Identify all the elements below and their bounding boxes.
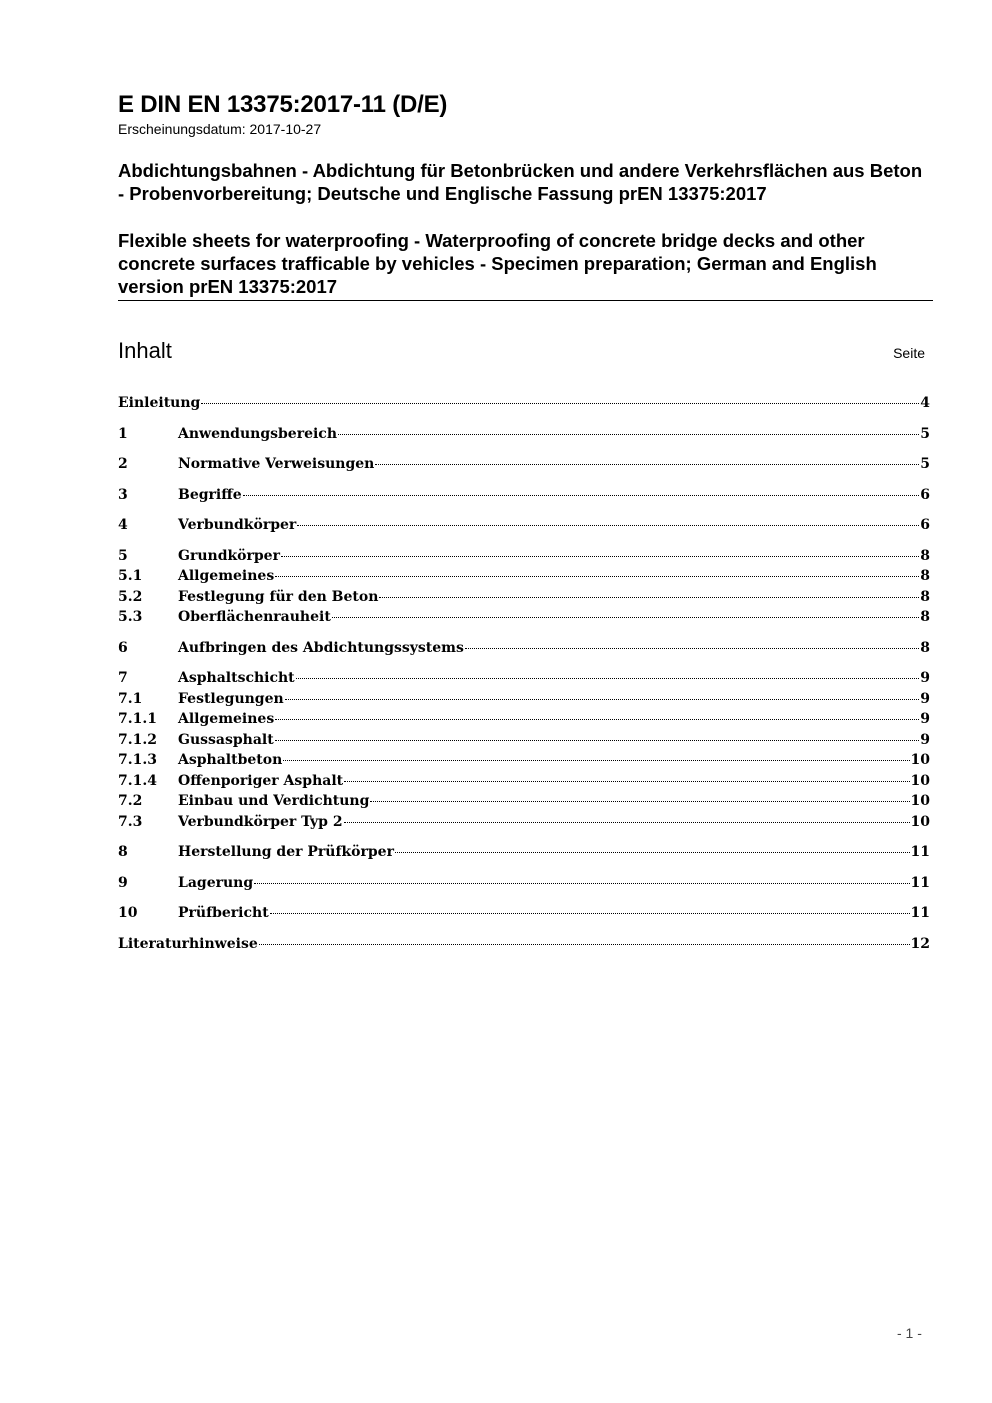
toc-page-label: Seite: [893, 345, 925, 361]
toc-entry-page: 5: [920, 456, 930, 472]
toc-entry-title: Allgemeines: [178, 568, 275, 584]
toc-entry-page: 12: [910, 935, 930, 952]
toc-entry-page: 8: [920, 568, 930, 584]
toc-entry[interactable]: [118, 454, 930, 475]
toc-entry[interactable]: [118, 812, 930, 833]
toc-entry-number: 5.2: [118, 588, 143, 605]
toc-entry-number: 5.1: [118, 568, 143, 584]
toc-dot-leader: [283, 760, 909, 761]
toc-entry[interactable]: [118, 515, 930, 536]
document-number: E DIN EN 13375:2017-11 (D/E): [118, 91, 448, 118]
toc-entry[interactable]: [118, 873, 930, 894]
toc-dot-leader: [344, 822, 910, 823]
toc-entry[interactable]: [118, 424, 930, 445]
toc-entry-number: 2: [118, 456, 128, 472]
toc-dot-leader: [395, 852, 910, 853]
toc-entry-page: 10: [910, 793, 930, 809]
toc-entry-title: Aufbringen des Abdichtungssystems: [178, 639, 464, 656]
title-german: Abdichtungsbahnen - Abdichtung für Betonbrücken und andere Verkehrsflächen aus Beton - Probenvorbereitung; Deutsche und Englische Fassung prEN 13375:2017: [118, 160, 923, 204]
toc-entry-page: 9: [920, 670, 930, 686]
toc-entry[interactable]: [118, 638, 930, 659]
toc-entry-title: Herstellung der Prüfkörper: [178, 844, 394, 860]
toc-dot-leader: [370, 801, 909, 802]
toc-entry-page: 8: [920, 609, 930, 625]
toc-dot-leader: [344, 781, 909, 782]
page-number: - 1 -: [897, 1325, 922, 1341]
toc-entry-page: 9: [920, 731, 930, 748]
toc-header: [118, 337, 925, 365]
toc-entry-title: Allgemeines: [178, 711, 275, 727]
toc-entry-number: 7.3: [118, 813, 143, 830]
toc-dot-leader: [379, 597, 919, 598]
table-of-contents: [118, 393, 930, 954]
toc-entry-title: Festlegung für den Beton: [178, 588, 379, 605]
toc-entry-page: 9: [920, 711, 930, 727]
toc-dot-leader: [296, 678, 920, 679]
toc-entry-number: 4: [118, 517, 128, 533]
publication-date: Erscheinungsdatum: 2017-10-27: [118, 121, 322, 137]
toc-entry-number: 7.1.1: [118, 711, 157, 727]
toc-entry[interactable]: [118, 903, 930, 924]
toc-dot-leader: [332, 617, 919, 618]
toc-entry-title: Begriffe: [178, 486, 242, 503]
title-english: Flexible sheets for waterproofing - Waterproofing of concrete bridge decks and other concrete surfaces trafficable by vehicles - Specimen preparation; German and English version prEN 13375:2017: [118, 229, 933, 301]
toc-entry[interactable]: [118, 587, 930, 608]
toc-entry-title: Festlegungen: [178, 690, 284, 707]
toc-entry-page: 10: [910, 772, 930, 789]
toc-entry[interactable]: [118, 485, 930, 506]
toc-dot-leader: [275, 576, 919, 577]
toc-entry-number: 5.3: [118, 609, 143, 625]
toc-entry-number: 5: [118, 547, 128, 564]
toc-entry-number: 7.2: [118, 793, 143, 809]
toc-dot-leader: [375, 464, 919, 465]
toc-entry-page: 4: [920, 395, 930, 411]
toc-entry-page: 11: [910, 874, 930, 891]
toc-entry[interactable]: [118, 934, 930, 955]
toc-entry[interactable]: [118, 730, 930, 751]
toc-entry[interactable]: [118, 771, 930, 792]
toc-entry-number: 7.1.3: [118, 752, 157, 768]
toc-dot-leader: [254, 883, 909, 884]
toc-entry-page: 6: [920, 517, 930, 533]
toc-dot-leader: [465, 648, 919, 649]
toc-entry-number: 7: [118, 670, 128, 686]
toc-entry-title: Asphaltbeton: [178, 752, 283, 768]
toc-entry[interactable]: [118, 668, 930, 689]
toc-entry-title: Literaturhinweise: [118, 935, 258, 952]
toc-dot-leader: [285, 699, 920, 700]
toc-entry-number: 9: [118, 874, 128, 891]
toc-entry-number: 7.1: [118, 690, 143, 707]
toc-entry[interactable]: [118, 791, 930, 812]
toc-entry-page: 5: [920, 425, 930, 442]
toc-entry-number: 6: [118, 639, 128, 656]
toc-dot-leader: [275, 719, 919, 720]
toc-entry[interactable]: [118, 546, 930, 567]
toc-entry-page: 11: [910, 905, 930, 921]
toc-dot-leader: [338, 434, 919, 435]
toc-entry-title: Prüfbericht: [178, 905, 269, 921]
toc-dot-leader: [259, 944, 910, 945]
toc-entry-page: 11: [910, 844, 930, 860]
toc-entry[interactable]: [118, 709, 930, 730]
toc-dot-leader: [275, 740, 920, 741]
toc-entry-title: Verbundkörper: [178, 517, 297, 533]
toc-entry-title: Offenporiger Asphalt: [178, 772, 344, 789]
toc-heading: Inhalt: [118, 338, 172, 363]
toc-entry[interactable]: [118, 393, 930, 414]
toc-entry-title: Einleitung: [118, 395, 201, 411]
toc-entry-page: 10: [910, 752, 930, 768]
toc-entry-page: 8: [920, 588, 930, 605]
toc-entry-title: Normative Verweisungen: [178, 456, 375, 472]
toc-entry-page: 9: [920, 690, 930, 707]
toc-entry[interactable]: [118, 566, 930, 587]
toc-entry-page: 8: [920, 639, 930, 656]
toc-entry-title: Oberflächenrauheit: [178, 609, 331, 625]
toc-entry[interactable]: [118, 842, 930, 863]
toc-dot-leader: [281, 556, 919, 557]
toc-entry-page: 10: [910, 813, 930, 830]
toc-entry-number: 8: [118, 844, 128, 860]
toc-entry-number: 7.1.4: [118, 772, 157, 789]
toc-entry-title: Lagerung: [178, 874, 254, 891]
toc-entry[interactable]: [118, 750, 930, 771]
toc-dot-leader: [243, 495, 920, 496]
toc-entry-number: 10: [118, 905, 138, 921]
toc-dot-leader: [297, 525, 919, 526]
toc-entry-title: Grundkörper: [178, 547, 280, 564]
toc-entry-title: Anwendungsbereich: [178, 425, 337, 442]
toc-dot-leader: [270, 913, 910, 914]
toc-entry-title: Asphaltschicht: [178, 670, 295, 686]
toc-entry-number: 3: [118, 486, 128, 503]
toc-entry-number: 7.1.2: [118, 731, 157, 748]
toc-entry[interactable]: [118, 689, 930, 710]
toc-entry-title: Einbau und Verdichtung: [178, 793, 370, 809]
toc-entry-page: 8: [920, 547, 930, 564]
toc-entry-title: Verbundkörper Typ 2: [178, 813, 343, 830]
toc-entry-number: 1: [118, 425, 128, 442]
toc-entry[interactable]: [118, 607, 930, 628]
document-header: [118, 90, 933, 301]
toc-entry-page: 6: [920, 486, 930, 503]
toc-dot-leader: [201, 403, 919, 404]
toc-entry-title: Gussasphalt: [178, 731, 274, 748]
